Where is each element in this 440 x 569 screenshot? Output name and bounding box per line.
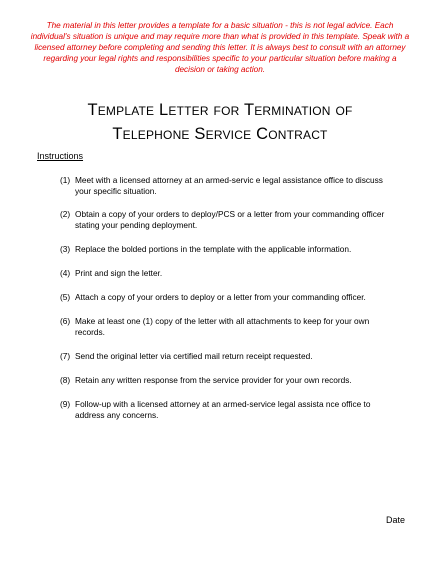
step-text: Send the original letter via certified mail return receipt requested. <box>75 351 313 361</box>
list-item <box>60 268 400 279</box>
list-item <box>60 351 400 362</box>
step-text: Retain any written response from the service provider for your own records. <box>75 375 352 385</box>
step-number: (2) <box>60 209 71 219</box>
list-item <box>60 316 400 338</box>
step-number: (1) <box>60 175 71 185</box>
step-number: (7) <box>60 351 71 361</box>
step-text: Attach a copy of your orders to deploy or a letter from your commanding officer. <box>75 292 366 302</box>
title-line-1: Template Letter for Termination of <box>87 101 353 119</box>
step-text: Follow-up with a licensed attorney at an armed-service legal assista nce office to address any concerns. <box>75 399 371 420</box>
step-text: Meet with a licensed attorney at an armed-servic e legal assistance office to discuss your specific situation. <box>75 175 383 196</box>
step-number: (5) <box>60 292 71 302</box>
step-number: (6) <box>60 316 71 326</box>
list-item <box>60 175 400 197</box>
list-item <box>60 209 400 231</box>
step-text: Print and sign the letter. <box>75 268 163 278</box>
legal-disclaimer: The material in this letter provides a template for a basic situation - this is not legal advice. Each individual's situation is unique and may require more than what is provided in this template. Speak with a licensed attorney before completing and sending this letter. It is always best to consult with an attorney regarding your legal rights and responsibilities specific to your particular situation before making a decision or taking action. <box>30 21 410 74</box>
step-number: (3) <box>60 244 71 254</box>
title-line-2: Telephone Service Contract <box>112 125 328 143</box>
list-item <box>60 292 400 303</box>
instructions-heading: Instructions <box>37 151 84 161</box>
step-text: Obtain a copy of your orders to deploy/PCS or a letter from your commanding officer stating your pending deployment. <box>75 209 385 230</box>
step-text: Make at least one (1) copy of the letter with all attachments to keep for your own records. <box>75 316 370 337</box>
list-item <box>60 244 400 255</box>
document-title <box>40 98 400 146</box>
step-text: Replace the bolded portions in the template with the applicable information. <box>75 244 352 254</box>
list-item <box>60 399 400 421</box>
date-label: Date <box>386 515 406 525</box>
list-item <box>60 375 400 386</box>
step-number: (8) <box>60 375 71 385</box>
step-number: (9) <box>60 399 71 409</box>
step-number: (4) <box>60 268 71 278</box>
